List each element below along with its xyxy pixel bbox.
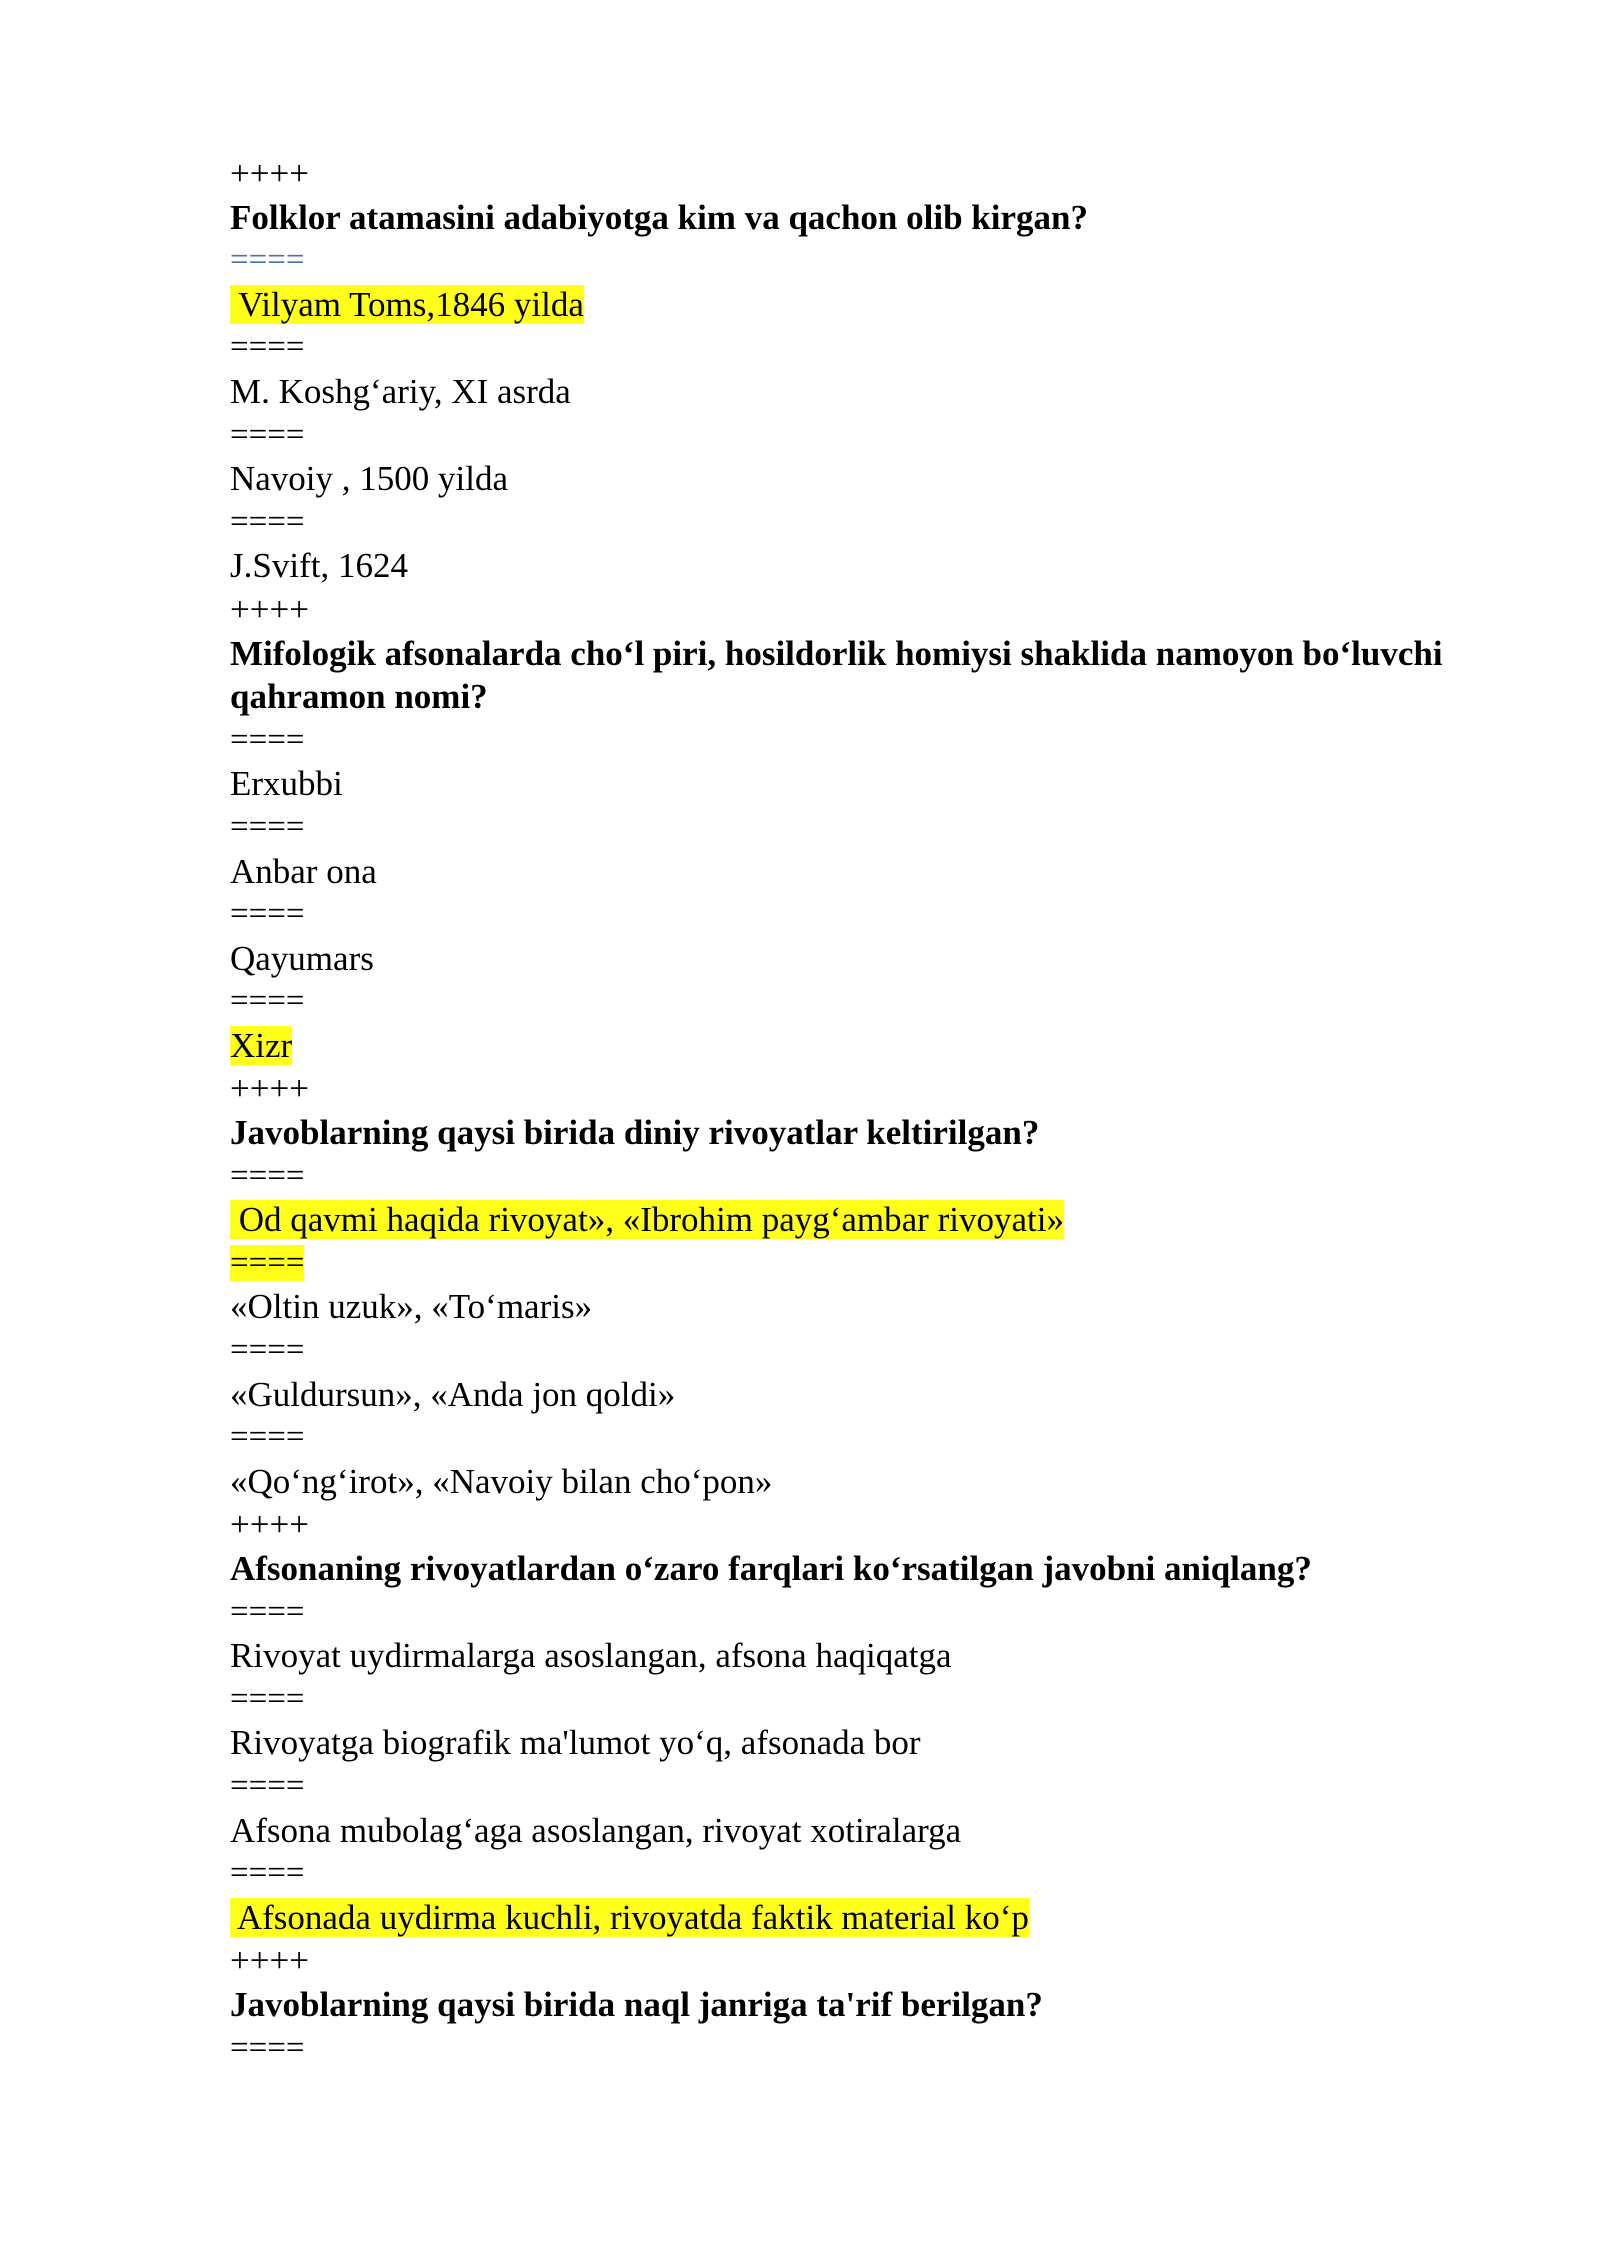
answer-separator: ==== — [230, 1767, 305, 1804]
question-block — [230, 1939, 1490, 2070]
highlighted-answer-text: Vilyam Toms,1846 yilda — [230, 284, 584, 324]
answer-separator: ==== — [230, 2029, 305, 2066]
answer-option: Anbar ona — [230, 851, 377, 891]
answer-option: Erxubbi — [230, 764, 343, 804]
highlighted-answer-text: Afsonada uydirma kuchli, rivoyatda faktik material ko‘p — [230, 1897, 1029, 1937]
answer-option: Qayumars — [230, 938, 374, 978]
answer-separator: ==== — [230, 1680, 305, 1717]
highlighted-answer-text: Xizr — [230, 1025, 293, 1065]
answer-option: Rivoyat uydirmalarga asoslangan, afsona haqiqatga — [230, 1636, 952, 1676]
question-marker: ++++ — [230, 154, 309, 193]
answer-separator: ==== — [230, 329, 305, 366]
answer-separator: ==== — [230, 503, 305, 540]
answer-separator: ==== — [230, 1855, 305, 1892]
answer-separator: ==== — [230, 1419, 305, 1456]
answer-separator: ==== — [230, 1332, 305, 1369]
answer-option: M. Koshg‘ariy, XI asrda — [230, 371, 571, 411]
question-text: Folklor atamasini adabiyotga kim va qachon olib kirgan? — [230, 197, 1088, 237]
question-text: Afsonaning rivoyatlardan o‘zaro farqlari ko‘rsatilgan javobni aniqlang? — [230, 1549, 1312, 1588]
answer-separator: ==== — [230, 983, 305, 1020]
answer-option: Afsona mubolag‘aga asoslangan, rivoyat xotiralarga — [230, 1810, 962, 1850]
question-block — [230, 1503, 1490, 1939]
answer-separator: ==== — [230, 808, 305, 845]
answer-separator: ==== — [230, 416, 305, 453]
test-content — [230, 152, 1490, 2070]
answer-option: Navoiy , 1500 yilda — [230, 459, 509, 499]
question-block — [230, 152, 1490, 588]
answer-option: «Guldursun», «Anda jon qoldi» — [230, 1374, 676, 1414]
answer-option-correct — [230, 283, 1490, 327]
answer-option: «Qo‘ng‘irot», «Navoiy bilan cho‘pon» — [230, 1461, 773, 1501]
answer-separator: ==== — [230, 721, 305, 758]
answer-option-correct — [230, 1198, 1490, 1242]
answer-separator: ==== — [230, 1157, 305, 1194]
answer-separator: ==== — [230, 242, 305, 279]
question-marker: ++++ — [230, 1069, 309, 1109]
answer-option: «Oltin uzuk», «To‘maris» — [230, 1287, 593, 1327]
question-marker: ++++ — [230, 589, 309, 629]
question-marker: ++++ — [230, 1505, 309, 1545]
answer-separator-highlighted — [230, 1242, 1490, 1286]
question-text: Javoblarning qaysi birida diniy rivoyatlar keltirilgan? — [230, 1113, 1040, 1153]
answer-option: J.Svift, 1624 — [230, 546, 408, 586]
question-block — [230, 588, 1490, 1068]
answer-option-correct — [230, 1896, 1490, 1940]
question-marker: ++++ — [230, 1941, 309, 1981]
highlighted-separator: ==== — [230, 1244, 305, 1281]
highlighted-answer-text: Od qavmi haqida rivoyat», «Ibrohim payg‘ambar rivoyati» — [230, 1200, 1064, 1240]
answer-separator: ==== — [230, 896, 305, 933]
question-block — [230, 1067, 1490, 1503]
answer-option-correct — [230, 1024, 1490, 1068]
answer-option: Rivoyatga biografik ma'lumot yo‘q, afsonada bor — [230, 1723, 921, 1763]
answer-separator: ==== — [230, 1593, 305, 1630]
question-text: Javoblarning qaysi birida naql janriga ta'rif berilgan? — [230, 1984, 1043, 2024]
question-text: Mifologik afsonalarda cho‘l piri, hosildorlik homiysi shaklida namoyon bo‘luvchi qahramon nomi? — [230, 633, 1443, 717]
